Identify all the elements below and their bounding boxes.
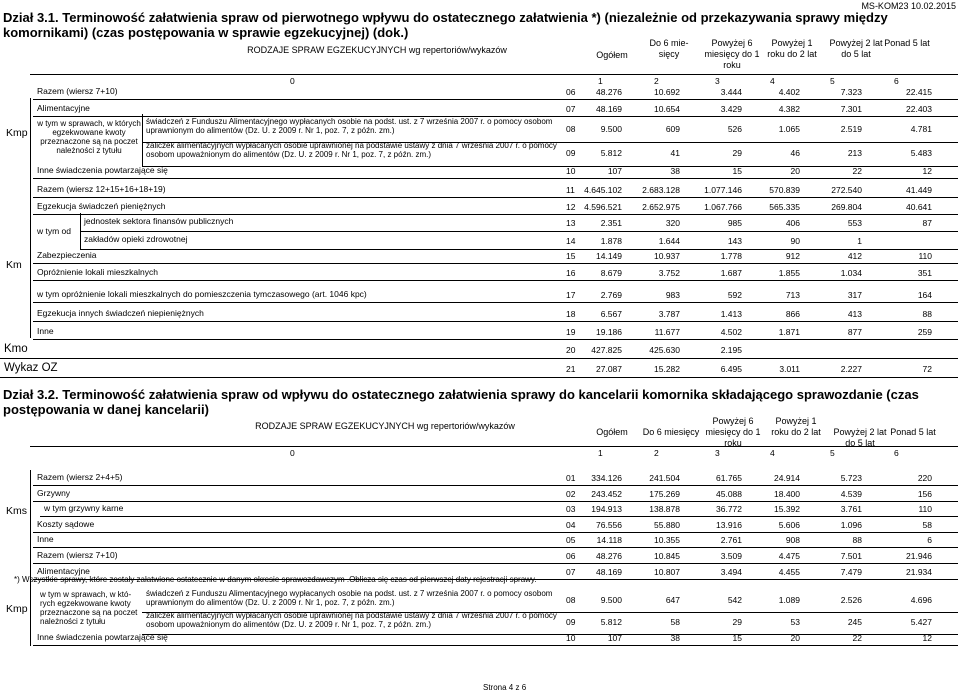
- s2-05-row-number: 05: [566, 535, 576, 545]
- s1-08-value-col4: 1.065: [778, 124, 800, 134]
- s1-13-value-col2: 320: [665, 218, 680, 228]
- s1-19-value-col6: 259: [917, 327, 932, 337]
- s1-07-value-col6: 22.403: [906, 104, 932, 114]
- s2-09-value-col6: 5.427: [910, 617, 932, 627]
- s1-14-value-col1: 1.878: [600, 236, 622, 246]
- s2-06-value-col4: 4.475: [778, 551, 800, 561]
- s1-09-value-col3: 29: [732, 148, 742, 158]
- s2-06-value-col6: 21.946: [906, 551, 932, 561]
- s1-19-value-col1: 19.186: [596, 327, 622, 337]
- s2-10-row-number: 10: [566, 633, 576, 643]
- s2-04-value-col6: 58: [922, 520, 932, 530]
- s1-14-value-col2: 1.644: [658, 236, 680, 246]
- s1-12-value-col6: 40.641: [906, 202, 932, 212]
- s2-row-label-07: Alimentacyjne: [37, 566, 90, 576]
- s2-02-value-col6: 156: [917, 489, 932, 499]
- s1-col-number-3: 3: [715, 76, 720, 86]
- s2-06-value-col3: 3.509: [720, 551, 742, 561]
- s1-row-label-08: świadczeń z Funduszu Alimentacyjnego wypłacanych osobie na podst. ust. z 7 września 2007 r. o pomocy osobom uprawnionym do alimentów (Dz. U. z 2009 r. Nr 1, poz. 7, z późn. zm.): [146, 117, 553, 135]
- s2-02-value-col1: 243.452: [591, 489, 622, 499]
- s1-06-value-col6: 22.415: [906, 87, 932, 97]
- s2-07-value-col1: 48.169: [596, 567, 622, 577]
- s1-12-value-col1: 4.596.521: [584, 202, 622, 212]
- s2-07-value-col4: 4.455: [778, 567, 800, 577]
- s2-02-row-number: 02: [566, 489, 576, 499]
- s1-10-value-col4: 20: [790, 166, 800, 176]
- s2-10-value-col2: 38: [670, 633, 680, 643]
- s1-12-value-col2: 2.652.975: [642, 202, 680, 212]
- s2-02-value-col5: 4.539: [840, 489, 862, 499]
- s1-16-value-col3: 1.687: [720, 268, 742, 278]
- s1-col-number-4: 4: [770, 76, 775, 86]
- s1-07-value-col4: 4.382: [778, 104, 800, 114]
- s2-07-row-number: 07: [566, 567, 576, 577]
- s1-13-row-number: 13: [566, 218, 576, 228]
- s2-row-label-02: Grzywny: [37, 488, 71, 498]
- s2-header-main: RODZAJE SPRAW EGZEKUCYJNYCH wg repertoriów/wykazów: [255, 421, 515, 431]
- s1-17-value-col1: 2.769: [600, 290, 622, 300]
- s2-col-number-5: 5: [830, 448, 835, 458]
- s1-07-value-col1: 48.169: [596, 104, 622, 114]
- s1-row-label-20: Kmo: [4, 343, 28, 355]
- s1-16-value-col6: 351: [917, 268, 932, 278]
- s2-10-value-col3: 15: [732, 633, 742, 643]
- s2-col-header-5: Powyżej 2 lat do 5 lat: [833, 427, 887, 448]
- s1-row-border-20: [0, 341, 958, 359]
- s1-col-number-0: 0: [290, 76, 295, 86]
- s2-09-value-col4: 53: [790, 617, 800, 627]
- s1-15-value-col3: 1.778: [720, 251, 742, 261]
- s2-row-label-03: w tym grzywny karne: [44, 503, 124, 513]
- s1-15-value-col2: 10.937: [654, 251, 680, 261]
- s1-09-value-col5: 213: [847, 148, 862, 158]
- s1-11-value-col5: 272.540: [831, 185, 862, 195]
- s1-row-label-13: jednostek sektora finansów publicznych: [84, 216, 234, 226]
- s1-09-row-number: 09: [566, 148, 576, 158]
- s1-14-value-col3: 143: [727, 236, 742, 246]
- page-footer: Strona 4 z 6: [483, 683, 527, 692]
- s2-sub-label: w tym w sprawach, w któ-rych egzekwowane kwoty przeznaczone są na poczet należności z tytułu: [40, 590, 138, 626]
- s1-16-value-col5: 1.034: [840, 268, 862, 278]
- s1-sub-label: w tym w sprawach, w których egzekwowane kwoty przeznaczone są na poczet należności z tytułu: [37, 119, 141, 155]
- s1-18-value-col3: 1.413: [720, 309, 742, 319]
- s2-01-value-col2: 241.504: [649, 473, 680, 483]
- s2-03-value-col5: 3.761: [840, 504, 862, 514]
- s1-11-value-col6: 41.449: [906, 185, 932, 195]
- s1-09-value-col2: 41: [670, 148, 680, 158]
- s1-10-row-number: 10: [566, 166, 576, 176]
- s2-01-row-number: 01: [566, 473, 576, 483]
- s1-10-value-col6: 12: [922, 166, 932, 176]
- s2-col-number-2: 2: [654, 448, 659, 458]
- s1-06-value-col5: 7.323: [840, 87, 862, 97]
- s1-14-row-number: 14: [566, 236, 576, 246]
- s2-row-label-01: Razem (wiersz 2+4+5): [37, 472, 123, 482]
- s2-08-value-col6: 4.696: [910, 595, 932, 605]
- s1-17-value-col2: 983: [665, 290, 680, 300]
- s2-group-kmp: Kmp: [6, 603, 28, 615]
- s2-col-header-4: Powyżej 1 roku do 2 lat: [771, 416, 821, 437]
- s1-07-value-col3: 3.429: [720, 104, 742, 114]
- s2-05-value-col2: 10.355: [654, 535, 680, 545]
- s2-10-value-col4: 20: [790, 633, 800, 643]
- s1-07-value-col5: 7.301: [840, 104, 862, 114]
- s2-08-value-col1: 9.500: [600, 595, 622, 605]
- s2-04-row-number: 04: [566, 520, 576, 530]
- s1-21-row-number: 21: [566, 364, 576, 374]
- s2-04-value-col5: 1.096: [840, 520, 862, 530]
- s1-08-row-number: 08: [566, 124, 576, 134]
- s1-07-row-number: 07: [566, 104, 576, 114]
- s2-05-value-col4: 908: [785, 535, 800, 545]
- s2-kmp-bracket: [30, 550, 31, 646]
- s2-06-value-col5: 7.501: [840, 551, 862, 561]
- s1-08-value-col2: 609: [665, 124, 680, 134]
- s1-19-row-number: 19: [566, 327, 576, 337]
- s1-col-header-1: Ogółem: [596, 50, 628, 60]
- s1-11-value-col4: 570.839: [769, 185, 800, 195]
- s1-14-value-col4: 90: [790, 236, 800, 246]
- s2-row-label-06: Razem (wiersz 7+10): [37, 550, 118, 560]
- s1-12-row-number: 12: [566, 202, 576, 212]
- s1-row-label-18: Egzekucja innych świadczeń niepieniężnych: [37, 308, 204, 318]
- s1-col-number-2: 2: [654, 76, 659, 86]
- s1-20-value-col1: 427.825: [591, 345, 622, 355]
- s1-header-line: [30, 74, 958, 75]
- s2-02-value-col2: 175.269: [649, 489, 680, 499]
- s2-01-value-col5: 5.723: [840, 473, 862, 483]
- s2-03-value-col4: 15.392: [774, 504, 800, 514]
- s1-16-value-col1: 8.679: [600, 268, 622, 278]
- s1-08-value-col1: 9.500: [600, 124, 622, 134]
- section2-title: Dział 3.2. Terminowość załatwienia spraw od wpływu do ostatecznego załatwienia sprawy do kancelarii komornika składającego sprawozdanie (czas postępowania w danej kancelarii): [3, 387, 919, 417]
- s1-17-value-col3: 592: [727, 290, 742, 300]
- s2-col-number-3: 3: [715, 448, 720, 458]
- s1-10-value-col5: 22: [852, 166, 862, 176]
- s2-col-number-6: 6: [894, 448, 899, 458]
- s1-10-value-col2: 38: [670, 166, 680, 176]
- s2-col-header-2: Do 6 miesięcy: [642, 427, 700, 437]
- s1-12-value-col3: 1.067.766: [704, 202, 742, 212]
- s1-06-row-number: 06: [566, 87, 576, 97]
- s1-row-label-19: Inne: [37, 326, 54, 336]
- s2-03-value-col6: 110: [918, 504, 932, 514]
- s1-21-value-col5: 2.227: [840, 364, 862, 374]
- s1-08-value-col3: 526: [727, 124, 742, 134]
- s1-21-value-col4: 3.011: [779, 364, 800, 374]
- s2-09-value-col1: 5.812: [600, 617, 622, 627]
- s1-08-value-col6: 4.781: [910, 124, 932, 134]
- s2-01-value-col4: 24.914: [774, 473, 800, 483]
- s1-15-value-col4: 912: [785, 251, 800, 261]
- s1-06-value-col2: 10.692: [654, 87, 680, 97]
- s2-col-header-6: Ponad 5 lat: [890, 427, 936, 437]
- s1-08-value-col5: 2.519: [840, 124, 862, 134]
- s1-col-number-1: 1: [598, 76, 603, 86]
- s1-07-value-col2: 10.654: [654, 104, 680, 114]
- s1-21-value-col6: 72: [922, 364, 932, 374]
- s1-19-value-col4: 1.871: [778, 327, 800, 337]
- s1-18-value-col1: 6.567: [600, 309, 622, 319]
- s1-06-value-col3: 3.444: [720, 87, 742, 97]
- s1-row-label-12: Egzekucja świadczeń pieniężnych: [37, 201, 166, 211]
- s1-row-label-21: Wykaz OZ: [4, 362, 58, 374]
- s2-05-value-col3: 2.761: [720, 535, 742, 545]
- s1-21-value-col2: 15.282: [654, 364, 680, 374]
- s2-07-value-col3: 3.494: [720, 567, 742, 577]
- s1-06-value-col1: 48.276: [596, 87, 622, 97]
- s1-10-value-col1: 107: [607, 166, 622, 176]
- s1-16-row-number: 16: [566, 268, 576, 278]
- s1-15-value-col5: 412: [847, 251, 862, 261]
- s2-col-number-1: 1: [598, 448, 603, 458]
- s2-02-value-col4: 18.400: [774, 489, 800, 499]
- s1-11-value-col1: 4.645.102: [584, 185, 622, 195]
- s1-group-kmp: Kmp: [6, 127, 28, 139]
- s2-08-value-col5: 2.526: [840, 595, 862, 605]
- s1-col-header-2: Do 6 mie-sięcy: [649, 38, 689, 59]
- s1-group-km: Km: [6, 259, 22, 271]
- s1-15-value-col1: 14.149: [596, 251, 622, 261]
- s2-04-value-col1: 76.556: [596, 520, 622, 530]
- s1-17-value-col6: 164: [917, 290, 932, 300]
- s1-15-row-number: 15: [566, 251, 576, 261]
- s1-09-value-col6: 5.483: [910, 148, 932, 158]
- s2-row-label-09: zaliczek alimentacyjnych wypłacanych osobie uprawnionej na podstawie ustawy z dnia 7 września 2007 r. o pomocy osobom upoważnionym do alimentów (Dz. U. z 2009 r. Nr 1, poz. 7, z późn. zm.): [146, 611, 557, 629]
- s2-row-label-05: Inne: [37, 534, 54, 544]
- s1-11-row-number: 11: [566, 185, 575, 195]
- s2-07-value-col2: 10.807: [654, 567, 680, 577]
- s1-13-value-col5: 553: [847, 218, 862, 228]
- s1-wtymod-bracket: [80, 213, 81, 249]
- s1-16-value-col4: 1.855: [778, 268, 800, 278]
- s1-20-row-number: 20: [566, 345, 576, 355]
- s1-13-value-col6: 87: [922, 218, 932, 228]
- s1-w-tym-od: w tym od: [37, 226, 72, 236]
- s1-col-header-4: Powyżej 1 roku do 2 lat: [767, 38, 817, 59]
- s1-header-main: RODZAJE SPRAW EGZEKUCYJNYCH wg repertoriów/wykazów: [247, 45, 507, 55]
- s1-16-value-col2: 3.752: [658, 268, 680, 278]
- s1-19-value-col3: 4.502: [720, 327, 742, 337]
- s1-row-label-16: Opróżnienie lokali mieszkalnych: [37, 267, 158, 277]
- s1-row-label-10: Inne świadczenia powtarzające się: [37, 165, 168, 175]
- s2-header-line: [30, 446, 958, 447]
- s1-17-value-col5: 317: [847, 290, 862, 300]
- s2-row-label-10: Inne świadczenia powtarzające się: [37, 632, 168, 642]
- s2-06-value-col2: 10.845: [654, 551, 680, 561]
- s1-06-value-col4: 4.402: [778, 87, 800, 97]
- s1-col-header-3: Powyżej 6 miesięcy do 1 roku: [704, 38, 760, 70]
- s2-05-value-col5: 88: [852, 535, 862, 545]
- s1-18-value-col6: 88: [922, 309, 932, 319]
- s1-18-value-col4: 866: [785, 309, 800, 319]
- s1-kmp-bracket: [30, 98, 31, 180]
- s2-09-value-col5: 245: [847, 617, 862, 627]
- s1-17-value-col4: 713: [785, 290, 800, 300]
- s2-col-header-3: Powyżej 6 miesięcy do 1 roku: [705, 416, 761, 448]
- s2-08-value-col2: 647: [665, 595, 680, 605]
- s2-03-value-col1: 194.913: [591, 504, 622, 514]
- s1-13-value-col4: 406: [785, 218, 800, 228]
- s1-row-label-14: zakładów opieki zdrowotnej: [84, 234, 188, 244]
- s1-col-number-5: 5: [830, 76, 835, 86]
- s1-21-value-col3: 6.495: [720, 364, 742, 374]
- s1-row-label-17: w tym opróżnienie lokali mieszkalnych do pomieszczenia tymczasowego (art. 1046 kpc): [37, 289, 367, 299]
- s2-02-value-col3: 45.088: [716, 489, 742, 499]
- s1-19-value-col2: 11.677: [654, 327, 680, 337]
- s1-20-value-col2: 425.630: [649, 345, 680, 355]
- s1-11-value-col2: 2.683.128: [642, 185, 680, 195]
- s2-group-kms: Kms: [6, 505, 27, 517]
- s1-13-value-col3: 985: [727, 218, 742, 228]
- s1-17-row-number: 17: [566, 290, 576, 300]
- s2-01-value-col6: 220: [917, 473, 932, 483]
- s2-row-label-04: Koszty sądowe: [37, 519, 95, 529]
- s1-row-label-11: Razem (wiersz 12+15+16+18+19): [37, 184, 166, 194]
- s1-row-label-09: zaliczek alimentacyjnych wypłacanych osobie uprawnionej na podstawie ustawy z dnia 7 września 2007 r. o pomocy osobom upoważnionym do alimentów (Dz. U. z 2009 r. Nr 1, poz. 7, z późn. zm.): [146, 141, 557, 159]
- s2-03-value-col2: 138.878: [649, 504, 680, 514]
- s1-19-value-col5: 877: [847, 327, 862, 337]
- s2-04-value-col3: 13.916: [716, 520, 742, 530]
- footnote: *) Wszystkie sprawy, które zostały załatwione ostatecznie w danym okresie sprawozdawczym .Oblicza się czas od pierwszej daty rejestracji sprawy.: [14, 575, 537, 584]
- s1-sub-bracket: [142, 114, 143, 166]
- s1-row-label-15: Zabezpieczenia: [37, 250, 97, 260]
- s2-01-value-col3: 61.765: [716, 473, 742, 483]
- s2-col-header-1: Ogółem: [596, 427, 628, 437]
- s1-10-value-col3: 15: [732, 166, 742, 176]
- s2-09-value-col2: 58: [670, 617, 680, 627]
- form-code: MS-KOM23 10.02.2015: [861, 1, 956, 11]
- s1-12-value-col4: 565.335: [769, 202, 800, 212]
- s1-18-value-col2: 3.787: [658, 309, 680, 319]
- s2-10-value-col6: 12: [922, 633, 932, 643]
- s1-row-label-06: Razem (wiersz 7+10): [37, 86, 118, 96]
- s2-08-value-col3: 542: [727, 595, 742, 605]
- s1-09-value-col4: 46: [790, 148, 800, 158]
- s1-12-value-col5: 269.804: [831, 202, 862, 212]
- s1-21-value-col1: 27.087: [596, 364, 622, 374]
- s1-20-value-col3: 2.195: [720, 345, 742, 355]
- s2-09-value-col3: 29: [732, 617, 742, 627]
- s1-14-value-col5: 1: [857, 236, 862, 246]
- s1-col-number-6: 6: [894, 76, 899, 86]
- s2-06-row-number: 06: [566, 551, 576, 561]
- s1-row-label-07: Alimentacyjne: [37, 103, 90, 113]
- s2-09-row-number: 09: [566, 617, 576, 627]
- s2-10-value-col5: 22: [852, 633, 862, 643]
- s2-03-value-col3: 36.772: [716, 504, 742, 514]
- s1-col-header-5: Powyżej 2 lat do 5 lat: [829, 38, 883, 59]
- s2-kms-bracket: [30, 470, 31, 550]
- s1-11-value-col3: 1.077.146: [704, 185, 742, 195]
- s1-18-value-col5: 413: [847, 309, 862, 319]
- s1-09-value-col1: 5.812: [600, 148, 622, 158]
- s2-08-value-col4: 1.089: [778, 595, 800, 605]
- s2-07-value-col6: 21.934: [906, 567, 932, 577]
- section1-title: Dział 3.1. Terminowość załatwienia spraw od pierwotnego wpływu do ostatecznego załatwienia *) (niezależnie od przekazywania sprawy między komornikami) (czas postępowania w sprawie egzekucyjnej) (dok.): [3, 10, 888, 40]
- s2-10-value-col1: 107: [607, 633, 622, 643]
- s2-col-number-0: 0: [290, 448, 295, 458]
- s2-05-value-col6: 6: [927, 535, 932, 545]
- s2-06-value-col1: 48.276: [596, 551, 622, 561]
- s2-07-value-col5: 7.479: [840, 567, 862, 577]
- s1-13-value-col1: 2.351: [600, 218, 622, 228]
- s2-05-value-col1: 14.118: [596, 535, 622, 545]
- s2-01-value-col1: 334.126: [591, 473, 622, 483]
- s1-km-bracket: [30, 180, 31, 338]
- s2-col-number-4: 4: [770, 448, 775, 458]
- s1-col-header-6: Ponad 5 lat: [884, 38, 930, 48]
- s2-04-value-col4: 5.606: [778, 520, 800, 530]
- s2-08-row-number: 08: [566, 595, 576, 605]
- s2-04-value-col2: 55.880: [654, 520, 680, 530]
- s2-03-row-number: 03: [566, 504, 576, 514]
- s1-15-value-col6: 110: [918, 251, 932, 261]
- s2-row-label-08: świadczeń z Funduszu Alimentacyjnego wypłacanych osobie na podst. ust. z 7 września 2007 r. o pomocy osobom uprawnionym do alimentów (Dz. U. z 2009 r. Nr 1, poz. 7, z późn. zm.): [146, 589, 553, 607]
- s1-18-row-number: 18: [566, 309, 576, 319]
